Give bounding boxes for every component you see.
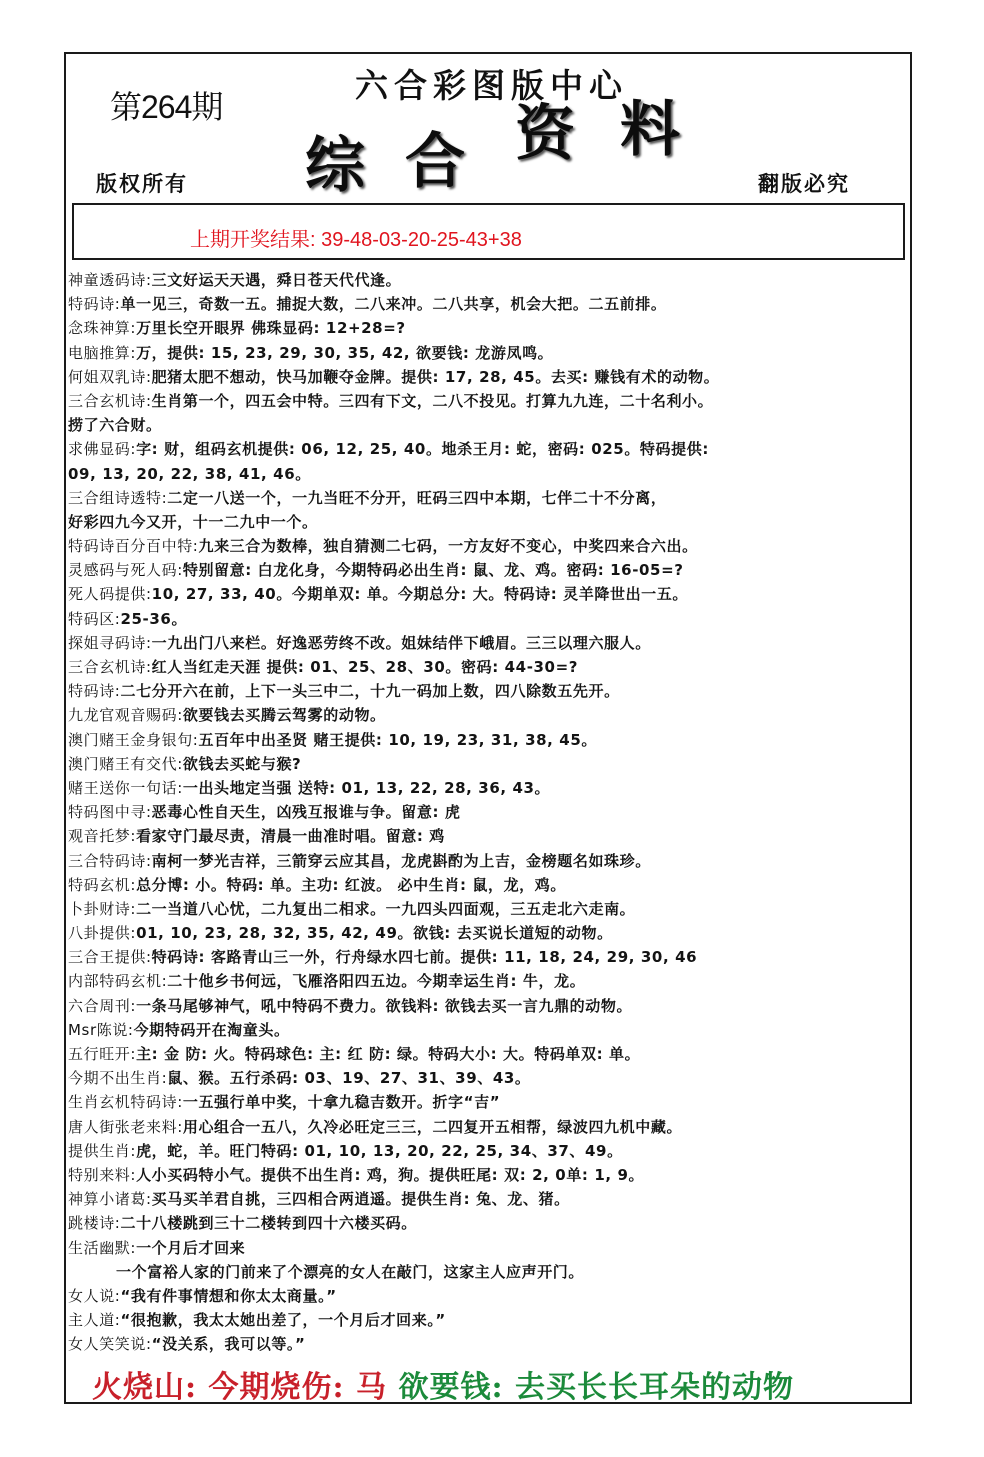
line-label: 生肖玄机特码诗:: [68, 1093, 183, 1112]
publisher-title: 六合彩图版中心: [355, 66, 628, 105]
line-label: 特码诗百分百中特:: [68, 537, 199, 556]
content-line: [68, 437, 908, 461]
line-text: 总分博: 小。特码: 单。主功: 红波。 必中生肖: 鼠，龙，鸡。: [136, 875, 566, 894]
content-line: [68, 969, 908, 993]
line-label: 死人码提供:: [68, 585, 152, 604]
line-text: 二十八楼跳到三十二楼转到四十六楼买码。: [120, 1214, 417, 1233]
line-text: 特别留意: 白龙化身，今期特码必出生肖: 鼠、龙、鸡。密码: 16-05=?: [182, 561, 684, 580]
last-result-numbers: 39-48-03-20-25-43+38: [321, 229, 522, 251]
last-result: [190, 223, 522, 252]
line-text: 一个富裕人家的门前来了个漂亮的女人在敲门，这家主人应声开门。: [116, 1262, 585, 1281]
big-title-char-2: 合: [405, 127, 465, 197]
line-text: 虎，蛇，羊。旺门特码: 01, 10, 13, 20, 22, 25, 34、37、49。: [136, 1141, 623, 1160]
big-title-char-4: 料: [620, 95, 680, 165]
line-text: 看家守门最尽责，清晨一曲准时唱。留意: 鸡: [136, 827, 445, 846]
content-line: [68, 1139, 908, 1163]
line-label: 特码图中寻:: [68, 803, 152, 822]
line-label: 三合组诗透特:: [68, 488, 168, 507]
line-label: 特别来料:: [68, 1165, 137, 1184]
content-line: [68, 800, 908, 824]
line-label: 提供生肖:: [68, 1141, 137, 1160]
content-line: [68, 1236, 908, 1260]
content-line: [68, 897, 908, 921]
content-line: [68, 534, 908, 558]
content-line: [68, 921, 908, 945]
line-text: 主: 金 防: 火。特码球色: 主: 红 防: 绿。特码大小: 大。特码单双: 单。: [136, 1045, 641, 1063]
content-line: [68, 1018, 908, 1042]
line-label: 念珠神算:: [68, 319, 137, 338]
line-text: 九来三合为数棒，独自猜测二七码，一方友好不变心，中奖四来合六出。: [198, 537, 698, 556]
line-text: 南柯一梦光吉祥，三箭穿云应其昌，龙虎斟酌为上吉，金榜题名如珠珍。: [151, 851, 651, 870]
content-line: [68, 752, 908, 776]
line-label: 女人说:: [68, 1286, 121, 1305]
content-line: [68, 558, 908, 582]
line-label: 特码区:: [68, 609, 121, 628]
line-text: 一出头地定当强 送特: 01, 13, 22, 28, 36, 43。: [182, 778, 551, 797]
line-label: 澳门赌王有交代:: [68, 754, 183, 773]
last-result-label: 上期开奖结果:: [190, 229, 316, 251]
line-label: 跳楼诗:: [68, 1214, 121, 1233]
line-label: Msr陈说:: [68, 1020, 134, 1039]
content-line: [68, 1066, 908, 1090]
line-text: 一个月后才回来: [136, 1238, 246, 1257]
line-text: 万，提供: 15, 23, 29, 30, 35, 42, 欲要钱: 龙游凤鸣。: [136, 343, 554, 362]
line-text: 二定一八送一个，一九当旺不分开，旺码三四中本期，七伴二十不分离，: [167, 488, 667, 507]
anti-piracy-note: 翻版必究: [758, 172, 850, 196]
line-label: 特码玄机:: [68, 875, 137, 894]
line-label: 六合周刊:: [68, 996, 137, 1015]
line-text: 买马买羊君自挑，三四相合两逍遥。提供生肖: 兔、龙、猪。: [151, 1190, 570, 1209]
line-label: 灵感码与死人码:: [68, 561, 183, 580]
line-text: 10, 27, 33, 40。今期单双: 单。今期总分: 大。特码诗: 灵羊降世出一五。: [151, 585, 688, 604]
line-text: 欲要钱去买腾云驾雾的动物。: [182, 706, 386, 725]
line-text: 肥猪太肥不想动，快马加鞭夺金牌。提供: 17, 28, 45。去买: 赚钱有术的动物。: [151, 367, 720, 386]
line-text: 单一见三，奇数一五。捕捉大数，二八来冲。二八共享，机会大把。二五前排。: [120, 295, 667, 314]
line-label: 女人笑笑说:: [68, 1335, 152, 1354]
content-line: [68, 1163, 908, 1187]
content-line: [68, 316, 908, 340]
line-text: 一九出门八来栏。好逸恶劳终不改。姐妹结伴下峨眉。三三以理六服人。: [151, 633, 651, 652]
line-text: 01, 10, 23, 28, 32, 35, 42, 49。欲钱: 去买说长道短的动物。: [136, 924, 613, 943]
content-line: [68, 341, 908, 365]
content-line: [68, 365, 908, 389]
content-line: [68, 679, 908, 703]
line-label: 三合王提供:: [68, 948, 152, 967]
content-line: [68, 1260, 908, 1284]
line-text: 二一当道八心忧，二九复出二相求。一九四头四面观，三五走北六走南。: [136, 899, 636, 918]
line-label: 何姐双乳诗:: [68, 367, 152, 386]
line-label: 主人道:: [68, 1311, 121, 1330]
content-line: [68, 1042, 908, 1066]
content-line: [68, 1115, 908, 1139]
line-label: 九龙官观音赐码:: [68, 706, 183, 725]
line-text: “我有件事情想和你太太商量。”: [120, 1286, 337, 1305]
content-line: [68, 776, 908, 800]
line-label: 八卦提供:: [68, 924, 137, 943]
line-label: 内部特码玄机:: [68, 972, 168, 991]
footer-red-text: 火烧山: 今期烧伤: 马: [92, 1370, 388, 1405]
content-line: [68, 582, 908, 606]
content-line: [68, 1332, 908, 1356]
content-line: [68, 994, 908, 1018]
line-text: 恶毒心性自天生，凶残互报谁与争。留意: 虎: [151, 803, 461, 822]
line-text: 捞了六合财。: [68, 416, 162, 435]
line-text: 字: 财，组码玄机提供: 06, 12, 25, 40。地杀王月: 蛇，密码: 025。特码提供:: [136, 440, 709, 459]
line-text: “没关系，我可以等。”: [151, 1335, 306, 1354]
content-line: [68, 849, 908, 873]
line-label: 五行旺开:: [68, 1045, 137, 1063]
content-line: [68, 1211, 908, 1235]
line-text: 二七分开六在前，上下一头三中二，十九一码加上数，四八除数五先开。: [120, 682, 620, 701]
line-text: 用心组合一五八，久冷必旺定三三，二四复开五相帮，绿波四九机中藏。: [182, 1117, 683, 1136]
line-text: “很抱歉，我太太她出差了，一个月后才回来。”: [120, 1311, 446, 1330]
line-text: 09, 13, 20, 22, 38, 41, 46。: [68, 464, 311, 483]
footer-banner: [92, 1362, 794, 1406]
line-text: 鼠、猴。五行杀码: 03、19、27、31、39、43。: [167, 1069, 531, 1088]
line-label: 澳门赌王金身银句:: [68, 730, 199, 749]
line-label: 探姐寻码诗:: [68, 633, 152, 652]
issue-number: 第264期: [110, 89, 223, 125]
content-line: [68, 413, 908, 437]
content-line: [68, 1187, 908, 1211]
line-label: 神童透码诗:: [68, 271, 152, 289]
line-label: 电脑推算:: [68, 343, 137, 362]
line-text: 欲钱去买蛇与猴?: [182, 754, 302, 773]
content-line: [68, 389, 908, 413]
line-text: 二十他乡书何远，飞雁洛阳四五边。今期幸运生肖: 牛，龙。: [167, 972, 586, 991]
copyright-note: 版权所有: [96, 172, 188, 196]
line-text: 好彩四九今又开，十一二九中一个。: [68, 512, 318, 531]
line-label: 唐人街张老来料:: [68, 1117, 183, 1136]
line-text: 三文好运天天遇，舜日苍天代代逢。: [151, 271, 402, 289]
line-text: 今期特码开在淘童头。: [133, 1020, 290, 1039]
line-label: 求佛显码:: [68, 440, 137, 459]
content-line: [68, 728, 908, 752]
line-text: 红人当红走天涯 提供: 01、25、28、30。密码: 44-30=?: [151, 658, 579, 676]
content-line: [68, 824, 908, 848]
line-text: 特码诗: 客路青山三一外，行舟绿水四七前。提供: 11, 18, 24, 29, 30, 46: [151, 948, 698, 967]
content-line: [68, 292, 908, 316]
content-line: [68, 1090, 908, 1114]
content-line: [68, 1284, 908, 1308]
line-label: 三合玄机诗:: [68, 391, 152, 410]
line-label: 特码诗:: [68, 295, 121, 314]
line-text: 五百年中出圣贤 赌王提供: 10, 19, 23, 31, 38, 45。: [198, 730, 597, 749]
line-label: 今期不出生肖:: [68, 1069, 168, 1088]
line-text: 一条马尾够神气，吼中特码不费力。欲钱料: 欲钱去买一言九鼎的动物。: [136, 996, 633, 1015]
content-line: [68, 1308, 908, 1332]
line-label: 观音托梦:: [68, 827, 137, 846]
line-label: 生活幽默:: [68, 1238, 137, 1257]
line-label: 特码诗:: [68, 682, 121, 701]
last-result-box: [72, 203, 905, 260]
content-line: [68, 510, 908, 534]
line-label: 神算小诸葛:: [68, 1190, 152, 1209]
line-label: 三合特码诗:: [68, 851, 152, 870]
big-title-char-3: 资: [515, 99, 575, 169]
footer-green-text: 欲要钱: 去买长长耳朵的动物: [398, 1370, 795, 1405]
line-text: 生肖第一个，四五会中特。三四有下文，二八不投见。打算九九连，二十名利小。: [151, 391, 714, 410]
content-line: [68, 268, 908, 292]
line-text: 人小买码特小气。提供不出生肖: 鸡，狗。提供旺尾: 双: 2, 0单: 1, 9。: [136, 1165, 645, 1184]
big-title-char-1: 综: [305, 131, 365, 201]
line-text: 25-36。: [120, 609, 188, 628]
content-line: [68, 486, 908, 510]
line-text: 万里长空开眼界 佛珠显码: 12+28=?: [136, 319, 406, 338]
content-line: [68, 631, 908, 655]
content-line: [68, 462, 908, 486]
content-lines: [68, 268, 908, 1356]
content-line: [68, 607, 908, 631]
content-line: [68, 873, 908, 897]
content-line: [68, 945, 908, 969]
line-label: 卜卦财诗:: [68, 899, 137, 918]
line-label: 三合玄机诗:: [68, 658, 152, 676]
content-line: [68, 655, 908, 679]
content-line: [68, 703, 908, 727]
line-label: 赌王送你一句话:: [68, 778, 183, 797]
line-text: 一五强行单中奖，十拿九稳吉数开。折字“吉”: [182, 1093, 501, 1112]
